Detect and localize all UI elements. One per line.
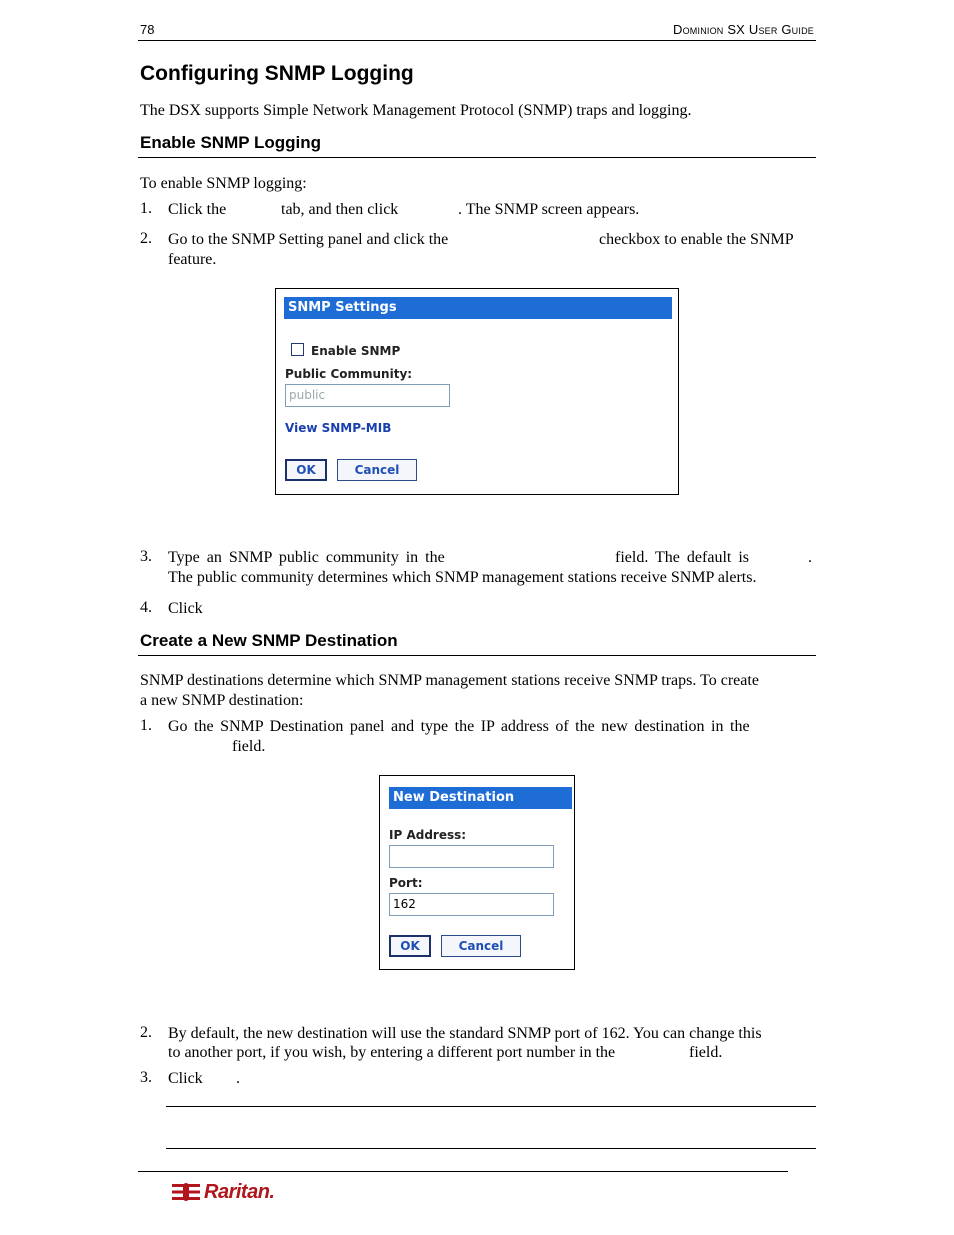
page-number: 78 bbox=[140, 22, 155, 37]
enable-lead: To enable SNMP logging: bbox=[140, 175, 307, 192]
step-number: 4. bbox=[140, 599, 152, 616]
snmp-settings-title: SNMP Settings bbox=[284, 297, 672, 319]
step3-text-a: Type an SNMP public community in the bbox=[168, 549, 445, 566]
snmp-settings-screenshot bbox=[275, 288, 679, 495]
destination-intro-line1: SNMP destinations determine which SNMP management stations receive SNMP traps. To create bbox=[140, 672, 759, 689]
enable-snmp-checkbox[interactable] bbox=[291, 343, 304, 356]
enable-snmp-label: Enable SNMP bbox=[311, 344, 401, 358]
step-number: 3. bbox=[140, 548, 152, 565]
note-rule-bottom bbox=[166, 1148, 816, 1149]
ip-address-label: IP Address: bbox=[389, 828, 467, 842]
step-number: 1. bbox=[140, 717, 152, 734]
step3-text-b: field. The default is bbox=[615, 549, 749, 566]
ok-button[interactable]: OK bbox=[389, 935, 431, 957]
public-community-label: Public Community: bbox=[285, 367, 413, 381]
raritan-logo-icon bbox=[172, 1181, 202, 1203]
port-input[interactable]: 162 bbox=[389, 893, 554, 916]
step2-text-a: Go to the SNMP Setting panel and click the bbox=[168, 231, 449, 248]
step4-text-a: Click bbox=[168, 600, 203, 617]
dest-step1-text-b: field. bbox=[232, 738, 266, 755]
enable-heading-rule bbox=[138, 157, 816, 158]
port-label: Port: bbox=[389, 876, 423, 890]
public-community-input[interactable]: public bbox=[285, 384, 450, 407]
new-destination-screenshot bbox=[379, 775, 575, 970]
step1-text-b: tab, and then click bbox=[281, 201, 399, 218]
dest-step1-text-a: Go the SNMP Destination panel and type the IP address of the new destination in the bbox=[168, 718, 750, 735]
destination-intro-line2: a new SNMP destination: bbox=[140, 692, 304, 709]
cancel-button[interactable]: Cancel bbox=[337, 459, 417, 481]
ok-button[interactable]: OK bbox=[285, 459, 327, 481]
guide-title: Dominion SX User Guide bbox=[673, 22, 814, 37]
step1-text-c: . The SNMP screen appears. bbox=[458, 201, 640, 218]
dest-step3-text-b: . bbox=[236, 1070, 240, 1087]
step-number: 2. bbox=[140, 230, 152, 247]
step1-text-a: Click the bbox=[168, 201, 227, 218]
dest-step3-text-a: Click bbox=[168, 1070, 203, 1087]
section-intro: The DSX supports Simple Network Management Protocol (SNMP) traps and logging. bbox=[140, 102, 692, 119]
header-rule bbox=[138, 40, 816, 41]
step2-text-b: checkbox to enable the SNMP bbox=[599, 231, 794, 248]
raritan-logo bbox=[172, 1181, 275, 1203]
step-number: 2. bbox=[140, 1024, 152, 1041]
dest-step2-text-a: By default, the new destination will use the standard SNMP port of 162. You can change this bbox=[168, 1025, 762, 1042]
step-number: 3. bbox=[140, 1069, 152, 1086]
raritan-logo-text: Raritan. bbox=[204, 1181, 275, 1203]
ip-address-input[interactable] bbox=[389, 845, 554, 868]
dest-step2-text-b: to another port, if you wish, by entering a different port number in the bbox=[168, 1044, 616, 1061]
footer-rule bbox=[138, 1171, 788, 1172]
step2-text-c: feature. bbox=[168, 251, 217, 268]
step3-text-d: The public community determines which SNMP management stations receive SNMP alerts. bbox=[168, 569, 757, 586]
note-rule-top bbox=[166, 1106, 816, 1107]
step-number: 1. bbox=[140, 200, 152, 217]
step3-text-c: . bbox=[808, 549, 812, 566]
cancel-button[interactable]: Cancel bbox=[441, 935, 521, 957]
enable-heading: Enable SNMP Logging bbox=[140, 133, 322, 152]
section-title: Configuring SNMP Logging bbox=[140, 62, 414, 85]
dest-step2-text-c: field. bbox=[689, 1044, 723, 1061]
new-destination-title: New Destination bbox=[389, 787, 572, 809]
destination-heading: Create a New SNMP Destination bbox=[140, 631, 398, 650]
destination-heading-rule bbox=[138, 655, 816, 656]
view-snmp-mib-link[interactable]: View SNMP-MIB bbox=[285, 421, 392, 435]
